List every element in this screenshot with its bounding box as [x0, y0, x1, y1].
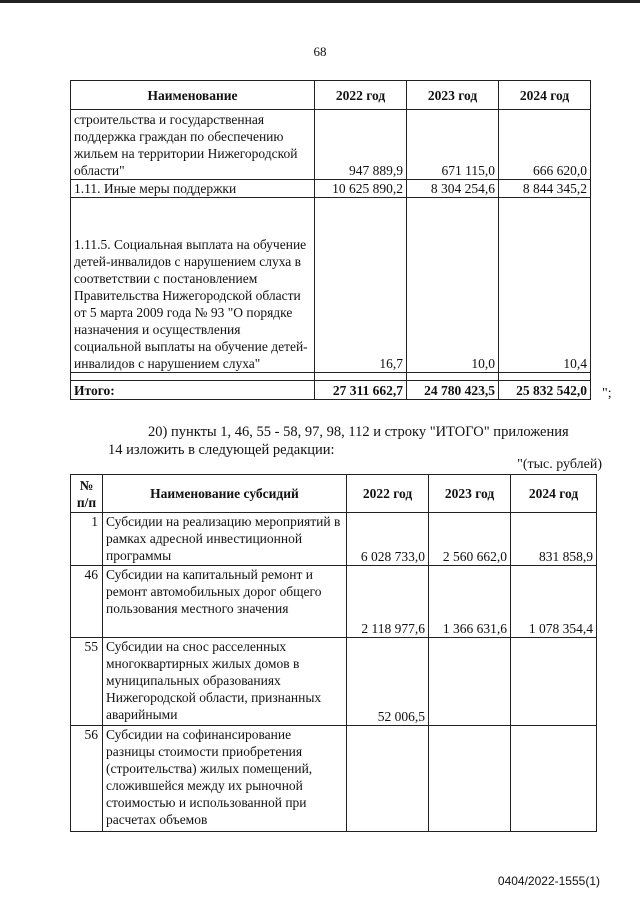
row-name: Субсидии на реализацию мероприятий в рамках адресной инвестиционной программы: [103, 513, 347, 566]
column-header-2024: 2024 год: [511, 475, 597, 513]
subsidies-table: [70, 474, 597, 832]
value-2023: 10,0: [407, 198, 499, 373]
value-2024: [511, 726, 597, 832]
value-2024: [511, 638, 597, 726]
budget-table-continued: [70, 80, 591, 400]
total-row: [71, 381, 591, 400]
value-2022: [347, 726, 429, 832]
row-number: 46: [71, 566, 103, 638]
table-row: [71, 638, 597, 726]
row-number: 56: [71, 726, 103, 832]
closing-quote: ";: [602, 386, 612, 401]
value-2023: 2 560 662,0: [429, 513, 511, 566]
column-header-2023: 2023 год: [429, 475, 511, 513]
table-row: [71, 726, 597, 832]
paragraph-line-1: 20) пункты 1, 46, 55 - 58, 97, 98, 112 и строку "ИТОГО" приложения: [148, 424, 569, 440]
column-header-name: Наименование: [71, 81, 315, 110]
value-2022: 16,7: [315, 198, 407, 373]
column-header-2022: 2022 год: [315, 81, 407, 110]
table-row: [71, 566, 597, 638]
value-2022: 10 625 890,2: [315, 180, 407, 198]
column-header-2024: 2024 год: [499, 81, 591, 110]
row-name: строительства и государственная поддержка граждан по обеспечению жильем на территории Нижегородской области": [71, 110, 315, 180]
top-border-line: [0, 0, 640, 3]
total-2023: 24 780 423,5: [407, 381, 499, 400]
table-row: [71, 198, 591, 373]
column-header-2023: 2023 год: [407, 81, 499, 110]
total-2024: 25 832 542,0: [499, 381, 591, 400]
table-row: [71, 110, 591, 180]
row-number: 1: [71, 513, 103, 566]
row-name: Субсидии на софинансирование разницы стоимости приобретения (строительства) жилых помещений, сложившейся между их рыночной стоимостью и использованной при расчетах объемов: [103, 726, 347, 832]
value-2023: [429, 726, 511, 832]
row-name: 1.11. Иные меры поддержки: [71, 180, 315, 198]
value-2023: 8 304 254,6: [407, 180, 499, 198]
value-2024: 831 858,9: [511, 513, 597, 566]
row-name: 1.11.5. Социальная выплата на обучение детей-инвалидов с нарушением слуха в соответствии с постановлением Правительства Нижегородской области от 5 марта 2009 года № 93 "О порядке назначения и осуществления социальной выплаты на обучение детей-инвалидов с нарушением слуха": [71, 198, 315, 373]
column-header-name: Наименование субсидий: [103, 475, 347, 513]
row-name: Субсидии на снос расселенных многоквартирных жилых домов в муниципальных образованиях Нижегородской области, признанных аварийными: [103, 638, 347, 726]
value-2022: 947 889,9: [315, 110, 407, 180]
value-2024: 8 844 345,2: [499, 180, 591, 198]
unit-note: "(тыс. рублей): [517, 457, 602, 472]
value-2023: [429, 638, 511, 726]
total-2022: 27 311 662,7: [315, 381, 407, 400]
table-header-row: [71, 475, 597, 513]
column-header-number: № п/п: [71, 475, 103, 513]
value-2024: 10,4: [499, 198, 591, 373]
row-name: Субсидии на капитальный ремонт и ремонт автомобильных дорог общего пользования местного значения: [103, 566, 347, 638]
document-code: 0404/2022-1555(1): [497, 874, 600, 888]
value-2023: 671 115,0: [407, 110, 499, 180]
table-row: [71, 513, 597, 566]
column-header-2022: 2022 год: [347, 475, 429, 513]
value-2022: 52 006,5: [347, 638, 429, 726]
table-row: [71, 180, 591, 198]
value-2022: 2 118 977,6: [347, 566, 429, 638]
value-2024: 666 620,0: [499, 110, 591, 180]
spacer-row: [71, 373, 591, 381]
value-2022: 6 028 733,0: [347, 513, 429, 566]
value-2024: 1 078 354,4: [511, 566, 597, 638]
table-header-row: [71, 81, 591, 110]
total-label: Итого:: [71, 381, 315, 400]
page-number: 68: [313, 44, 327, 59]
paragraph-line-2: 14 изложить в следующей редакции:: [108, 442, 335, 458]
value-2023: 1 366 631,6: [429, 566, 511, 638]
row-number: 55: [71, 638, 103, 726]
